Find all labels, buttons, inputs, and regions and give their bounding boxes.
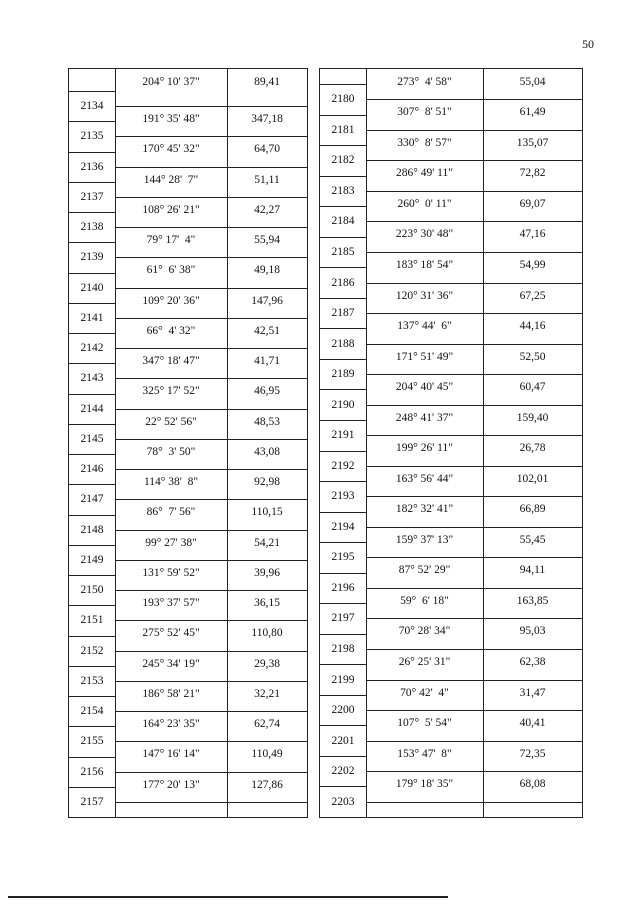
point-label: 2193: [331, 490, 355, 503]
value-row-divider: [115, 409, 307, 410]
point-row-divider: [69, 484, 115, 485]
point-label: 2195: [331, 551, 355, 564]
point-row-divider: [69, 394, 115, 395]
point-row-divider: [69, 515, 115, 516]
distance-cell: 102,01: [516, 472, 549, 485]
distance-cell: 89,41: [254, 76, 280, 88]
angle-cell: 66° 4' 32": [146, 324, 196, 337]
point-row-divider: [69, 273, 115, 274]
angle-cell: 79° 17' 4": [146, 234, 196, 247]
value-row-divider: [115, 257, 307, 258]
value-row-divider: [366, 221, 582, 222]
angle-cell: 191° 35' 48": [142, 113, 200, 126]
point-label: 2141: [80, 311, 104, 324]
point-row-divider: [320, 420, 366, 421]
distance-cell: 64,70: [254, 143, 280, 156]
angle-cell: 179° 18' 35": [395, 778, 454, 791]
point-label: 2199: [331, 673, 355, 686]
angle-cell: 99° 27' 38": [145, 536, 197, 549]
distance-cell: 41,71: [254, 355, 280, 368]
distance-cell: 68,08: [519, 778, 546, 791]
point-row-divider: [320, 237, 366, 238]
value-row-divider: [115, 227, 307, 228]
angle-cell: 109° 20' 36": [142, 294, 200, 307]
point-row-divider: [320, 603, 366, 604]
point-row-divider: [320, 206, 366, 207]
value-row-divider: [366, 374, 582, 375]
value-row-divider: [366, 160, 582, 161]
point-row-divider: [320, 542, 366, 543]
angle-cell: 245° 34' 19": [142, 657, 200, 670]
point-row-divider: [320, 451, 366, 452]
distance-cell: 46,95: [254, 385, 280, 398]
value-row-divider: [115, 469, 307, 470]
value-row-divider: [366, 99, 582, 100]
point-label: 2183: [331, 184, 355, 197]
angle-cell: 70° 28' 34": [398, 625, 451, 638]
point-label: 2148: [80, 523, 104, 536]
distance-cell: 47,16: [519, 228, 546, 241]
footer-rule: [8, 896, 448, 898]
point-row-divider: [69, 242, 115, 243]
point-row-divider: [320, 176, 366, 177]
angle-cell: 22° 52' 56": [145, 415, 197, 428]
distance-cell: 147,96: [251, 294, 283, 307]
point-label: 2194: [331, 520, 355, 533]
distance-cell: 163,85: [516, 594, 549, 607]
point-row-divider: [69, 212, 115, 213]
angle-cell: 137° 44' 6": [397, 320, 452, 333]
distance-cell: 44,16: [519, 320, 546, 333]
value-row-divider: [366, 649, 582, 650]
distance-cell: 92,98: [254, 476, 280, 489]
point-row-divider: [69, 333, 115, 334]
distance-cell: 61,49: [519, 106, 546, 119]
point-row-divider: [69, 787, 115, 788]
angle-cell: 183° 18' 54": [395, 258, 454, 271]
right-coordinate-table: [319, 68, 583, 818]
angle-cell: 131° 59' 52": [142, 566, 200, 579]
distance-cell: 95,03: [519, 625, 546, 638]
value-row-divider: [115, 348, 307, 349]
distance-cell: 42,51: [254, 324, 280, 337]
angle-cell: 307° 8' 51": [397, 106, 452, 119]
value-row-divider: [366, 802, 582, 803]
point-row-divider: [320, 634, 366, 635]
point-label: 2149: [80, 553, 104, 566]
point-row-divider: [320, 359, 366, 360]
point-row-divider: [320, 512, 366, 513]
point-row-divider: [69, 636, 115, 637]
point-row-divider: [320, 145, 366, 146]
distance-cell: 36,15: [254, 597, 280, 610]
value-row-divider: [115, 590, 307, 591]
point-row-divider: [69, 605, 115, 606]
angle-cell: 204° 10' 37": [142, 76, 200, 88]
distance-cell: 54,99: [519, 258, 546, 271]
value-row-divider: [366, 771, 582, 772]
page-number: 50: [582, 37, 594, 51]
value-row-divider: [115, 711, 307, 712]
point-label: 2152: [80, 644, 104, 657]
point-row-divider: [320, 786, 366, 787]
point-label: 2189: [331, 368, 355, 381]
point-label: 2137: [80, 190, 104, 203]
angle-cell: 286° 49' 11": [396, 167, 453, 180]
angle-cell: 59° 6' 18": [400, 594, 449, 607]
angle-cell: 193° 37' 57": [142, 597, 200, 610]
point-row-divider: [320, 84, 366, 85]
point-label: 2200: [331, 704, 355, 717]
angle-cell: 108° 26' 21": [142, 203, 200, 216]
angle-cell: 147° 16' 14": [142, 748, 200, 761]
distance-cell: 39,96: [254, 566, 280, 579]
value-row-divider: [366, 130, 582, 131]
angle-cell: 120° 31' 36": [395, 289, 454, 302]
point-label: 2180: [331, 93, 355, 106]
angle-cell: 70° 42' 4": [400, 686, 449, 699]
point-label: 2153: [80, 674, 104, 687]
angle-cell: 170° 45' 32": [142, 143, 200, 156]
value-row-divider: [366, 710, 582, 711]
value-row-divider: [115, 681, 307, 682]
distance-cell: 40,41: [519, 717, 546, 730]
value-row-divider: [366, 405, 582, 406]
value-row-divider: [366, 741, 582, 742]
distance-cell: 31,47: [519, 686, 546, 699]
point-label: 2145: [80, 432, 104, 445]
distance-cell: 49,18: [254, 264, 280, 277]
point-label: 2144: [80, 402, 104, 415]
value-row-divider: [115, 136, 307, 137]
point-row-divider: [320, 481, 366, 482]
point-label: 2202: [331, 765, 355, 778]
angle-cell: 186° 58' 21": [142, 687, 200, 700]
distance-cell: 55,45: [519, 533, 546, 546]
point-label: 2188: [331, 337, 355, 350]
point-label: 2134: [80, 100, 104, 113]
point-row-divider: [320, 725, 366, 726]
point-label: 2181: [331, 123, 355, 136]
angle-cell: 177° 20' 13": [142, 778, 200, 791]
point-row-divider: [69, 91, 115, 92]
point-label: 2139: [80, 251, 104, 264]
angle-cell: 86° 7' 56": [146, 506, 196, 519]
distance-cell: 62,74: [254, 718, 280, 731]
value-row-divider: [115, 378, 307, 379]
point-row-divider: [320, 664, 366, 665]
point-label: 2142: [80, 342, 104, 355]
point-label: 2156: [80, 765, 104, 778]
angle-cell: 144° 28' 7": [143, 173, 199, 186]
point-row-divider: [69, 575, 115, 576]
value-row-divider: [115, 802, 307, 803]
value-row-divider: [115, 560, 307, 561]
distance-cell: 52,50: [519, 350, 546, 363]
value-row-divider: [366, 557, 582, 558]
point-row-divider: [69, 424, 115, 425]
value-row-divider: [115, 288, 307, 289]
value-row-divider: [366, 618, 582, 619]
value-row-divider: [366, 313, 582, 314]
distance-cell: 67,25: [519, 289, 546, 302]
value-row-divider: [115, 167, 307, 168]
point-label: 2157: [80, 795, 104, 808]
distance-cell: 347,18: [251, 113, 283, 126]
angle-cell: 163° 56' 44": [395, 472, 454, 485]
point-row-divider: [69, 182, 115, 183]
point-label: 2185: [331, 245, 355, 258]
distance-cell: 110,80: [251, 627, 283, 640]
value-row-divider: [366, 466, 582, 467]
distance-cell: 42,27: [254, 203, 280, 216]
value-row-divider: [366, 680, 582, 681]
angle-cell: 325° 17' 52": [142, 385, 200, 398]
value-row-divider: [366, 496, 582, 497]
left-coordinate-table: [68, 68, 308, 818]
point-label: 2154: [80, 705, 104, 718]
value-row-divider: [115, 651, 307, 652]
point-label: 2146: [80, 463, 104, 476]
point-row-divider: [320, 298, 366, 299]
value-row-divider: [115, 530, 307, 531]
point-row-divider: [69, 666, 115, 667]
point-row-divider: [69, 545, 115, 546]
point-row-divider: [69, 696, 115, 697]
angle-cell: 164° 23' 35": [142, 718, 200, 731]
angle-cell: 171° 51' 49": [395, 350, 454, 363]
value-row-divider: [115, 620, 307, 621]
angle-cell: 273° 4' 58": [397, 76, 452, 88]
distance-cell: 72,82: [519, 167, 546, 180]
point-label: 2147: [80, 493, 104, 506]
value-row-divider: [115, 106, 307, 107]
angle-cell: 199° 26' 11": [396, 442, 453, 455]
point-label: 2201: [331, 734, 355, 747]
angle-cell: 78° 3' 50": [146, 445, 196, 458]
angle-cell: 182° 32' 41": [395, 503, 454, 516]
angle-cell: 26° 25' 31": [398, 656, 451, 669]
point-label: 2197: [331, 612, 355, 625]
distance-cell: 54,21: [254, 536, 280, 549]
point-row-divider: [69, 363, 115, 364]
point-row-divider: [320, 573, 366, 574]
distance-cell: 135,07: [516, 136, 549, 149]
point-row-divider: [320, 328, 366, 329]
point-label: 2196: [331, 581, 355, 594]
point-label: 2150: [80, 584, 104, 597]
value-row-divider: [115, 197, 307, 198]
distance-cell: 55,94: [254, 234, 280, 247]
distance-cell: 127,86: [251, 778, 283, 791]
distance-cell: 110,49: [251, 748, 283, 761]
point-label: 2182: [331, 154, 355, 167]
angle-cell: 260° 0' 11": [397, 197, 452, 210]
point-label: 2187: [331, 307, 355, 320]
distance-cell: 55,04: [519, 76, 546, 88]
distance-cell: 94,11: [519, 564, 546, 577]
distance-cell: 26,78: [519, 442, 546, 455]
angle-cell: 330° 8' 57": [397, 136, 452, 149]
point-row-divider: [320, 115, 366, 116]
distance-cell: 69,07: [519, 197, 546, 210]
distance-cell: 110,15: [251, 506, 283, 519]
value-row-divider: [115, 318, 307, 319]
point-row-divider: [320, 695, 366, 696]
point-label: 2138: [80, 221, 104, 234]
point-row-divider: [320, 389, 366, 390]
value-row-divider: [366, 191, 582, 192]
point-row-divider: [69, 303, 115, 304]
point-label: 2136: [80, 160, 104, 173]
point-row-divider: [69, 152, 115, 153]
distance-cell: 66,89: [519, 503, 546, 516]
distance-cell: 43,08: [254, 445, 280, 458]
distance-cell: 48,53: [254, 415, 280, 428]
point-label: 2191: [331, 429, 355, 442]
distance-cell: 60,47: [519, 381, 546, 394]
angle-cell: 159° 37' 13": [395, 533, 454, 546]
point-row-divider: [69, 757, 115, 758]
point-label: 2198: [331, 643, 355, 656]
point-label: 2192: [331, 459, 355, 472]
angle-cell: 107° 5' 54": [397, 717, 452, 730]
distance-cell: 62,38: [519, 656, 546, 669]
point-label: 2140: [80, 281, 104, 294]
distance-cell: 72,35: [519, 747, 546, 760]
point-label: 2143: [80, 372, 104, 385]
value-row-divider: [115, 499, 307, 500]
value-row-divider: [366, 527, 582, 528]
angle-cell: 204° 40' 45": [395, 381, 454, 394]
point-row-divider: [320, 756, 366, 757]
value-row-divider: [115, 772, 307, 773]
distance-cell: 32,21: [254, 687, 280, 700]
value-row-divider: [366, 283, 582, 284]
point-label: 2151: [80, 614, 104, 627]
value-row-divider: [366, 344, 582, 345]
value-row-divider: [366, 252, 582, 253]
angle-cell: 248° 41' 37": [395, 411, 454, 424]
value-row-divider: [366, 588, 582, 589]
point-label: 2155: [80, 735, 104, 748]
angle-cell: 153° 47' 8": [397, 747, 452, 760]
angle-cell: 275° 52' 45": [142, 627, 200, 640]
point-label: 2190: [331, 398, 355, 411]
value-row-divider: [115, 741, 307, 742]
distance-cell: 51,11: [254, 173, 280, 186]
value-row-divider: [366, 435, 582, 436]
angle-cell: 114° 38' 8": [143, 476, 199, 489]
point-label: 2135: [80, 130, 104, 143]
point-label: 2184: [331, 215, 355, 228]
distance-cell: 159,40: [516, 411, 549, 424]
point-row-divider: [69, 454, 115, 455]
point-row-divider: [69, 726, 115, 727]
point-label: 2186: [331, 276, 355, 289]
point-row-divider: [320, 267, 366, 268]
angle-cell: 61° 6' 38": [146, 264, 196, 277]
value-row-divider: [115, 439, 307, 440]
point-row-divider: [69, 121, 115, 122]
angle-cell: 87° 52' 29": [398, 564, 451, 577]
distance-cell: 29,38: [254, 657, 280, 670]
angle-cell: 223° 30' 48": [395, 228, 454, 241]
angle-cell: 347° 18' 47": [142, 355, 200, 368]
point-label: 2203: [331, 795, 355, 808]
